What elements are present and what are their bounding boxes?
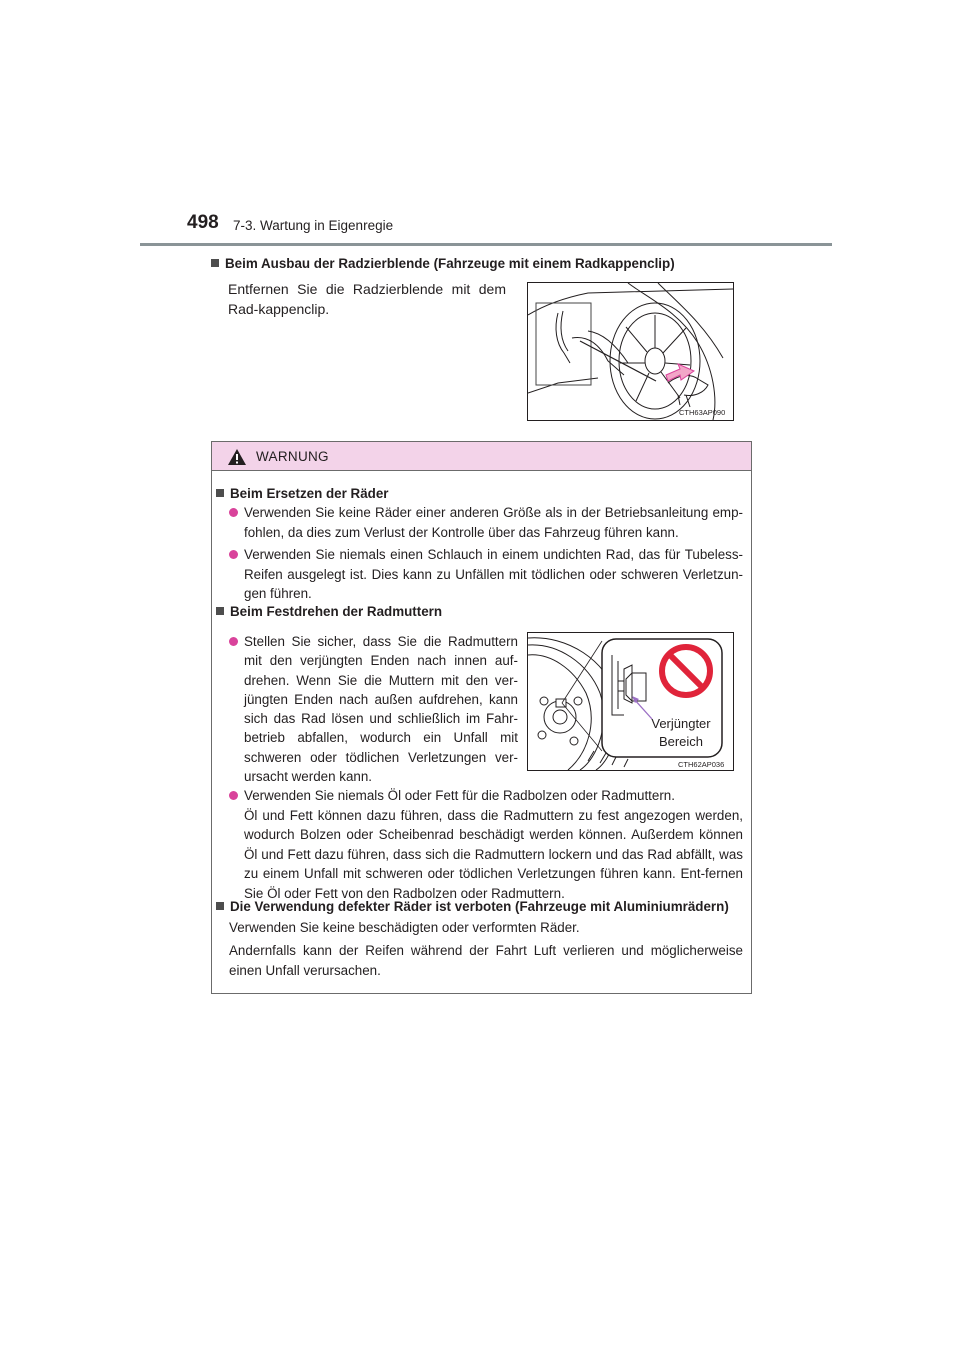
bullet-icon	[229, 791, 238, 800]
replacing-wheels-heading: Beim Ersetzen der Räder	[216, 486, 389, 501]
defective-wheels-text-1: Verwenden Sie keine beschädigten oder verformten Räder.	[229, 920, 580, 935]
tapered-nut-figure	[527, 632, 734, 771]
bullet-icon	[229, 637, 238, 646]
warning-header	[212, 442, 751, 471]
page-number: 498	[187, 212, 219, 233]
figure-code: CTH63AP090	[679, 408, 726, 417]
warning-title: WARNUNG	[256, 449, 329, 464]
square-bullet-icon	[216, 902, 224, 910]
hubcap-removal-heading: Beim Ausbau der Radzierblende (Fahrzeuge mit einem Radkappenclip)	[211, 256, 675, 271]
hubcap-clip-figure	[527, 282, 734, 421]
defective-wheels-heading: Die Verwendung defekter Räder ist verboten (Fahrzeuge mit Aluminiumrädern)	[216, 899, 729, 914]
hubcap-removal-text: Entfernen Sie die Radzierblende mit dem Rad-kappenclip.	[228, 281, 506, 317]
figure-code: CTH62AP036	[678, 760, 725, 769]
tapered-area-label: Verjüngter Bereich	[651, 716, 711, 749]
header-divider	[140, 243, 832, 246]
section-title: 7-3. Wartung in Eigenregie	[233, 218, 394, 233]
warning-triangle-icon	[227, 448, 247, 466]
hubcap-clip-illustration	[528, 283, 733, 420]
no-oil-grease-line: Verwenden Sie niemals Öl oder Fett für die Radbolzen oder Radmuttern.	[244, 788, 675, 803]
square-bullet-icon	[216, 607, 224, 615]
square-bullet-icon	[211, 259, 219, 267]
bullet-icon	[229, 508, 238, 517]
tightening-nuts-heading: Beim Festdrehen der Radmuttern	[216, 604, 442, 619]
no-oil-grease-explanation: Öl und Fett können dazu führen, dass die Radmuttern zu fest angezogen werden, wodurch Bolzen oder Scheibenrad beschädigt werden können. Außerdem können Öl und Fett dazu führen, dass sich die Radmuttern lockern und das Rad abfällt, was zu einem Unfall mit schweren oder tödlichen Verletzungen führen kann. Ent-fernen Sie Öl oder Fett von den Radbolzen oder Radmuttern.	[244, 807, 743, 901]
bullet-icon	[229, 550, 238, 559]
defective-wheels-text-2: Andernfalls kann der Reifen während der Fahrt Luft verlieren und möglicherweise einen Unfall verursachen.	[229, 943, 743, 978]
square-bullet-icon	[216, 489, 224, 497]
